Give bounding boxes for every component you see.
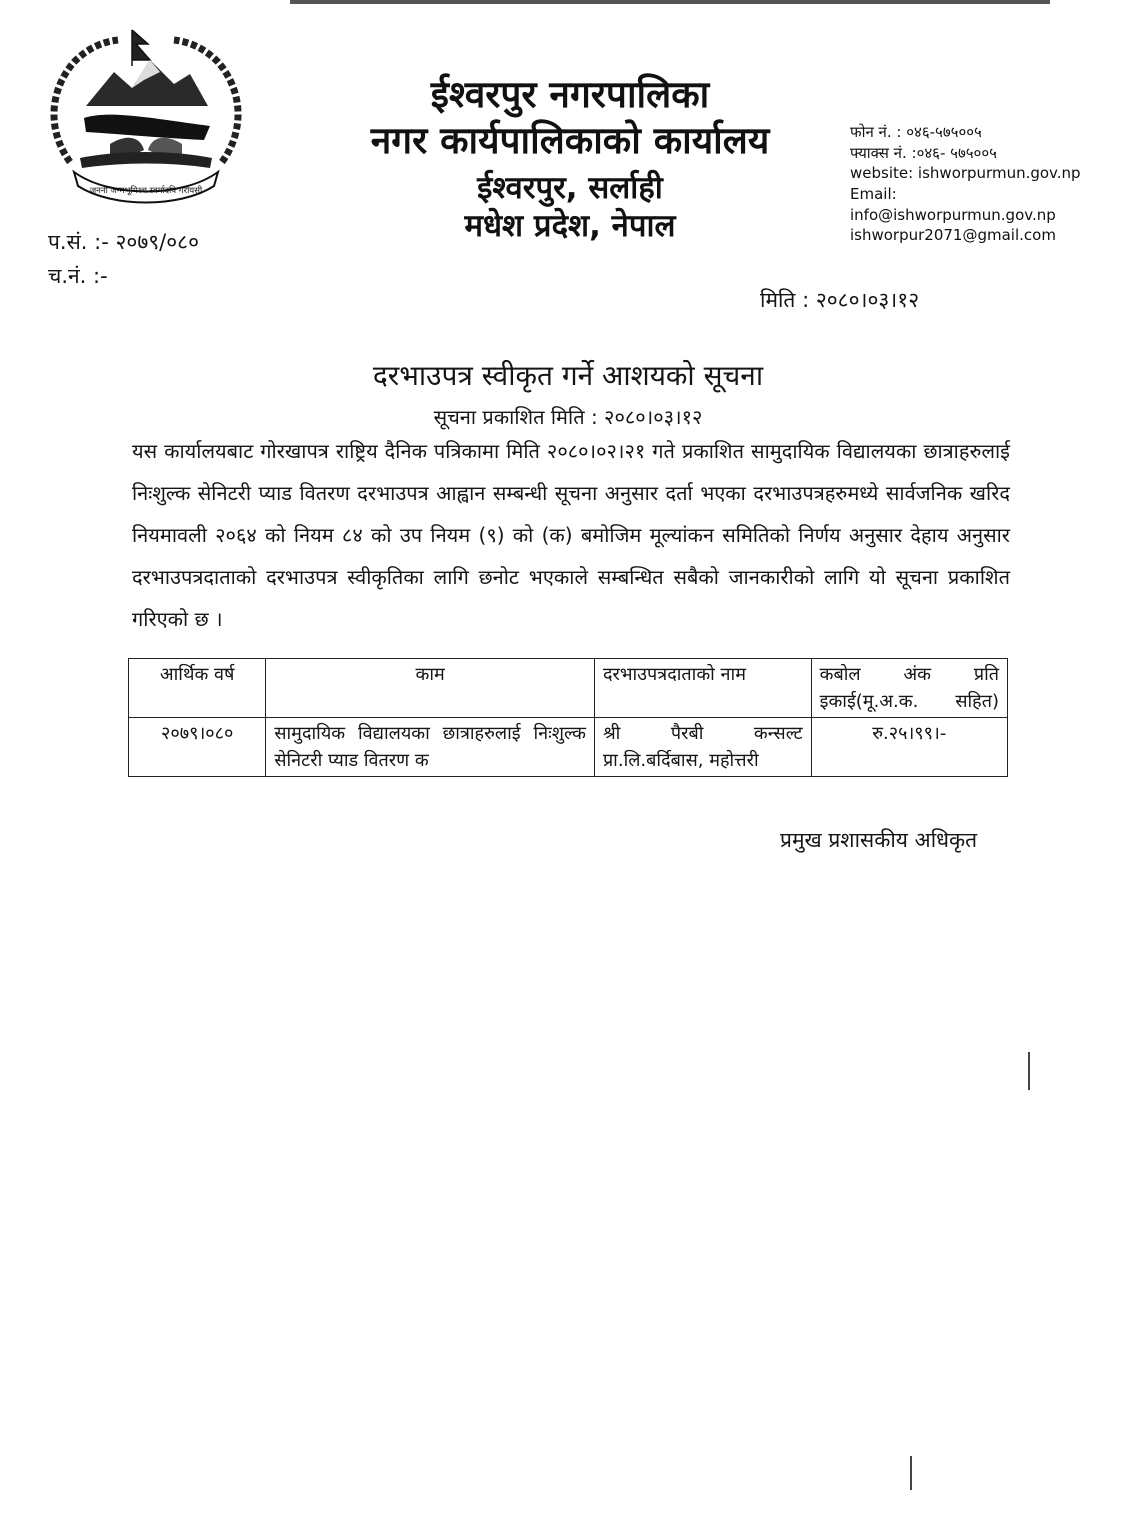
notice-published-date: सूचना प्रकाशित मिति : २०८०।०३।१२: [433, 405, 703, 429]
bid-table: [128, 658, 1008, 777]
notice-body: यस कार्यालयबाट गोरखापत्र राष्ट्रिय दैनिक पत्रिकामा मिति २०८०।०२।२१ गते प्रकाशित सामुदायिक विद्यालयका छात्राहरुलाई निःशुल्क सेनिटरी प्याड वितरण दरभाउपत्र आह्वान सम्बन्धी सूचना अनुसार दर्ता भएका दरभाउपत्रहरुमध्ये सार्वजनिक खरिद नियमावली २०६४ को नियम ८४ को उप नियम (९) को (क) बमोजिम मूल्यांकन समितिको निर्णय अनुसार देहाय अनुसार दरभाउपत्रदाताको दरभाउपत्र स्वीकृतिका लागि छनोट भएकाले सम्बन्धित सबैको जानकारीको लागि यो सूचना प्रकाशित गरिएको छ ।: [132, 439, 1010, 631]
reference-block: [48, 226, 199, 293]
office-location: ईश्वरपुर, सर्लाही: [477, 169, 663, 206]
cell-work: सामुदायिक विद्यालयका छात्राहरुलाई निःशुल्क सेनिटरी प्याड वितरण क: [266, 718, 595, 777]
fax-number: फ्याक्स नं. :०४६- ५७५००५: [850, 143, 997, 162]
cell-bidder-name: श्री पैरबी कन्सल्ट प्रा.लि.बर्दिबास, महोत्तरी: [594, 718, 811, 777]
scan-mark: [1028, 1052, 1030, 1090]
col-bidder-name: दरभाउपत्रदाताको नाम: [594, 659, 811, 718]
office-header: [330, 72, 810, 246]
email-label: Email:: [850, 185, 897, 204]
table-header-row: [129, 659, 1008, 718]
website-link[interactable]: website: ishworpurmun.gov.np: [850, 164, 1081, 183]
col-work: काम: [266, 659, 595, 718]
email-link-info[interactable]: info@ishworpurmun.gov.np: [850, 205, 1056, 224]
email-link-gmail[interactable]: ishworpur2071@gmail.com: [850, 226, 1056, 245]
notice-title: दरभाउपत्र स्वीकृत गर्ने आशयको सूचना: [372, 359, 764, 392]
dispatch-number: च.नं. :-: [48, 263, 108, 288]
signatory-title: प्रमुख प्रशासकीय अधिकृत: [780, 828, 978, 852]
province-country: मधेश प्रदेश, नेपाल: [464, 208, 676, 245]
col-fiscal-year: आर्थिक वर्ष: [129, 659, 266, 718]
letter-date: मिति : २०८०।०३।१२: [760, 288, 920, 312]
scan-mark: [910, 1456, 912, 1490]
nepal-government-emblem: [40, 22, 252, 210]
phone-number: फोन नं. : ०४६-५७५००५: [850, 123, 982, 141]
table-row: [129, 718, 1008, 777]
office-name: नगर कार्यपालिकाको कार्यालय: [370, 119, 770, 163]
col-bid-amount: कबोल अंक प्रति इकाई(मू.अ.क. सहित): [811, 659, 1007, 718]
cell-bid-amount: रु.२५।९९।-: [811, 718, 1007, 777]
scan-edge-line: [290, 0, 1050, 4]
contact-block: [850, 122, 1081, 246]
letter-number: प.सं. :- २०७९/०८०: [48, 230, 199, 254]
emblem-motto: जननी जन्मभूमिश्च स्वर्गादपि गरीयसी: [89, 186, 203, 196]
municipality-name: ईश्वरपुर नगरपालिका: [430, 73, 710, 116]
cell-fiscal-year: २०७९।०८०: [129, 718, 266, 777]
